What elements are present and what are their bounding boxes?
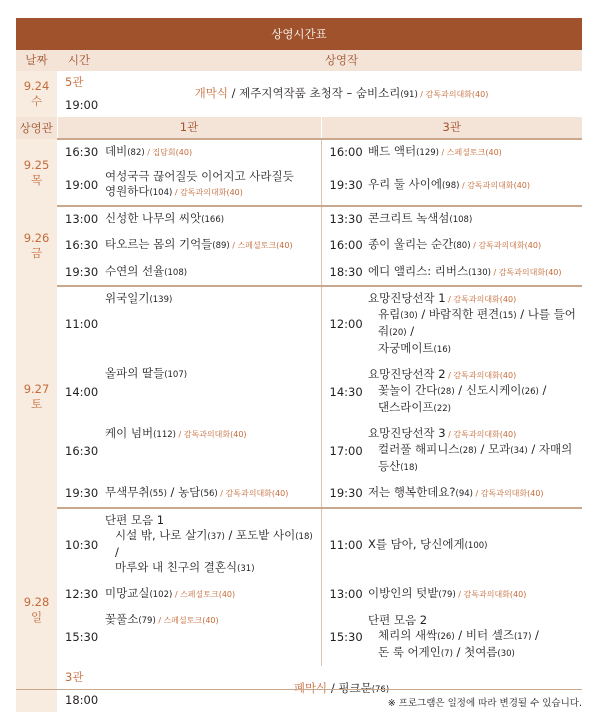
screening: [364, 480, 582, 508]
film-title: 배드 액터: [368, 144, 417, 158]
screening: [364, 362, 582, 422]
short-list: [368, 442, 576, 476]
short-title: 체리의 새싹: [378, 627, 438, 642]
runtime: (31): [237, 564, 255, 574]
screening: [101, 422, 321, 480]
short-title: 유림: [378, 307, 401, 321]
event-note: / 감독과의대화(40): [445, 371, 517, 380]
screening: [101, 581, 321, 608]
screening: [364, 286, 582, 362]
time-slot: 18:30: [329, 264, 363, 279]
film-title: 콘크리트 녹색섬: [368, 211, 450, 225]
runtime: (80): [453, 241, 471, 251]
time-slot: 19:00: [65, 177, 99, 192]
time-slot: 16:00: [329, 238, 363, 252]
time-slot: 12:00: [321, 286, 364, 362]
date-9-28: [16, 508, 57, 712]
film-title: 요망진당선작 2: [368, 367, 446, 381]
event-note: / 감독과의대화(40): [459, 180, 530, 190]
short-title: 자매의 등산: [378, 442, 573, 473]
film-title: 종이 울리는 순간: [368, 237, 454, 251]
film-title-cont: 영원하다: [105, 184, 150, 198]
day-label: 일: [30, 610, 43, 624]
runtime: (37): [207, 532, 225, 542]
short-title: 자궁메이트: [378, 341, 434, 355]
short-title: 첫여름: [464, 644, 498, 659]
runtime: (15): [499, 311, 517, 321]
screening: [101, 508, 321, 581]
film-title: 꽃풀소: [105, 612, 139, 626]
table-bottom-rule: [16, 689, 582, 690]
day-label: 목: [30, 172, 43, 187]
runtime: (100): [464, 540, 488, 551]
sep: /: [227, 85, 240, 100]
sep: /: [327, 680, 339, 695]
time-slot: 12:30: [65, 587, 99, 601]
runtime: (91): [400, 89, 418, 100]
film-title: 이방인의 텃밭: [368, 586, 439, 600]
event-note: / 감독과의대화(40): [445, 430, 517, 439]
runtime: (102): [149, 590, 173, 600]
sep: /: [115, 545, 119, 559]
runtime: (30): [497, 648, 515, 659]
time-slot: 19:30: [329, 177, 363, 192]
short-title: 꽃놀이 간다: [378, 383, 438, 397]
runtime: (18): [295, 532, 313, 542]
date-9-25: [16, 139, 57, 206]
day-label: 금: [30, 246, 43, 260]
screening: [364, 581, 582, 608]
event-note: / 감독과의대화(40): [472, 489, 544, 498]
film-title: 올파의 딸들: [105, 366, 165, 380]
time-slot: 15:30: [329, 629, 363, 644]
film-title: 에디 앨리스: 리버스: [368, 263, 469, 278]
runtime: (108): [164, 267, 188, 278]
runtime: (139): [149, 295, 173, 305]
runtime: (20): [389, 328, 407, 338]
screening: [364, 139, 582, 165]
time-slot: 14:30: [329, 384, 363, 399]
film-title: 무색무취: [105, 485, 150, 499]
short-title: 나를 들어줘: [378, 307, 576, 338]
runtime: (94): [455, 489, 473, 499]
day-label: 수: [30, 94, 43, 108]
event-note: / 감독과의대화(40): [470, 241, 542, 250]
event-note: / 스페셜토크(40): [229, 241, 293, 250]
short-title: 컬러풀 해피니스: [378, 442, 460, 456]
time-slot: 16:30: [65, 443, 99, 458]
short-list: [368, 628, 576, 662]
date-9-24: [16, 71, 57, 117]
time-slot: 15:30: [65, 629, 99, 644]
time-slot: 17:00: [329, 443, 363, 458]
time-slot: 13:00: [57, 206, 101, 232]
runtime: (76): [371, 684, 390, 695]
date-9-26: [16, 206, 57, 286]
film-title: 단편 모음 1: [105, 513, 165, 527]
short-title: 바람직한 편견: [428, 307, 500, 321]
screening: [101, 608, 321, 666]
runtime: (17): [513, 631, 532, 642]
runtime: (79): [438, 590, 456, 600]
screening: [364, 232, 582, 259]
film-title: 케이 넘버: [105, 426, 154, 440]
screening: [364, 165, 582, 206]
film-title: 단편 모음 2: [368, 612, 428, 627]
opening-ceremony: [101, 71, 582, 117]
day-label: 토: [30, 397, 43, 411]
date-label: 9.28: [23, 595, 50, 609]
runtime: (7): [440, 648, 453, 659]
closing-label: 폐막식: [293, 680, 328, 695]
date-label: 9.26: [23, 231, 50, 245]
runtime: (26): [437, 631, 455, 642]
runtime: (55): [149, 489, 167, 499]
short-title: 댄스라이프: [378, 400, 434, 414]
sep: /: [224, 528, 237, 542]
runtime: (56): [200, 489, 218, 499]
short-title: 마루와 내 친구의 결혼식: [115, 560, 238, 574]
screening: [101, 480, 321, 508]
time-slot: 14:00: [65, 384, 99, 399]
film-title: 요망진당선작 1: [368, 291, 446, 305]
runtime: (28): [437, 387, 455, 397]
sep: /: [454, 383, 466, 397]
runtime: (166): [201, 215, 225, 225]
event-note: / 감독과의대화(40): [445, 295, 517, 304]
film-title: 여성국극 끊어질듯 이어지고 사라질듯: [105, 169, 294, 183]
opening-hall: 5관: [65, 74, 84, 89]
time-slot: 19:30: [329, 486, 363, 500]
header-time: 시간: [57, 50, 101, 71]
film-title: X를 담아, 당신에게: [368, 536, 465, 551]
short-title: 신도시케이: [465, 383, 522, 397]
runtime: (104): [149, 188, 173, 198]
time-slot: 16:30: [65, 238, 99, 252]
runtime: (18): [400, 463, 418, 473]
sep: /: [166, 485, 179, 499]
time-slot: 19:30: [65, 264, 99, 279]
film-title: 우리 둘 사이에: [368, 176, 442, 191]
sep: /: [452, 644, 465, 659]
film-title: 데비: [105, 144, 128, 158]
runtime: (129): [416, 148, 439, 158]
screening: [364, 206, 582, 232]
header-film: 상영작: [101, 50, 582, 71]
event-note: / 집담회(40): [144, 148, 193, 157]
event-note: / 감독과의대화(40): [175, 430, 247, 439]
runtime: (108): [449, 215, 473, 225]
opening-film: 제주지역작품 초청작 – 숨비소리: [239, 85, 401, 100]
date-9-27: [16, 286, 57, 508]
sep: /: [516, 307, 528, 321]
runtime: (34): [510, 446, 528, 456]
header-venue: 상영관: [16, 117, 57, 139]
time-slot: 11:00: [57, 286, 101, 362]
screening: [101, 139, 321, 165]
sep: /: [454, 627, 466, 642]
closing-hall: 3관: [65, 669, 84, 684]
film-title: 타오르는 몸의 기억들: [105, 237, 213, 251]
runtime: (79): [138, 616, 156, 626]
sep: /: [476, 442, 489, 456]
event-note: / 스페셜토크(40): [172, 590, 236, 599]
closing-film: 핑크문: [338, 680, 372, 695]
film-title: 수연의 선율: [105, 263, 165, 278]
film-title: 농담: [178, 485, 201, 499]
short-list: [105, 528, 315, 577]
event-note: / 감독과의대화(40): [172, 188, 243, 197]
date-label: 9.27: [23, 382, 50, 396]
runtime: (89): [212, 241, 230, 251]
time-slot: 13:00: [329, 587, 363, 601]
time-slot: 16:30: [57, 139, 101, 165]
event-note: / 감독과의대화(40): [217, 489, 289, 498]
short-title: 비터 셀즈: [465, 627, 514, 642]
short-title: 포도밭 사이: [236, 528, 296, 542]
closing-time: 18:00: [65, 692, 99, 707]
time-slot: 13:30: [321, 206, 364, 232]
time-slot: 10:30: [57, 508, 101, 581]
opening-label: 개막식: [194, 85, 228, 100]
screening: [101, 206, 321, 232]
film-title: 저는 행복한데요?: [368, 485, 456, 499]
screening: [364, 608, 582, 666]
event-note: / 감독과의대화(40): [455, 590, 527, 599]
screening: [101, 286, 321, 362]
sep: /: [538, 383, 547, 397]
short-list: [368, 307, 576, 358]
date-label: 9.24: [23, 79, 50, 93]
time-slot: 19:30: [65, 486, 99, 500]
sep: /: [406, 324, 415, 338]
schedule-title: 상영시간표: [16, 18, 582, 50]
screening: [101, 232, 321, 259]
time-slot: 16:00: [321, 139, 364, 165]
runtime: (112): [153, 430, 176, 440]
event-note: / 감독과의대화(40): [417, 89, 489, 99]
event-note: / 스페셜토크(40): [155, 616, 219, 625]
runtime: (22): [433, 404, 451, 414]
runtime: (98): [441, 180, 460, 191]
film-title: 요망진당선작 3: [368, 426, 446, 440]
screening: [101, 259, 321, 286]
schedule-table: [16, 18, 582, 712]
film-title: 미망교실: [105, 586, 150, 600]
screening: [101, 362, 321, 422]
short-list: [368, 383, 576, 417]
screening: [364, 259, 582, 286]
runtime: (82): [127, 148, 145, 158]
opening-time: 19:00: [65, 97, 99, 112]
time-slot: 11:00: [321, 508, 364, 581]
short-title: 모과: [488, 442, 511, 456]
sep: /: [417, 307, 429, 321]
screening: [101, 165, 321, 206]
runtime: (26): [521, 387, 539, 397]
film-title: 위국일기: [105, 291, 150, 305]
sep: /: [531, 627, 539, 642]
screening: [364, 508, 582, 581]
sep: /: [527, 442, 539, 456]
header-date: 날짜: [16, 50, 57, 71]
short-title: 돈 룩 어게인: [378, 644, 441, 659]
date-label: 9.25: [23, 157, 50, 172]
event-note: / 감독과의대화(40): [490, 267, 562, 277]
film-title: 신성한 나무의 씨앗: [105, 211, 202, 225]
event-note: / 스페셜토크(40): [438, 148, 502, 157]
runtime: (30): [400, 311, 418, 321]
header-hall3: 3관: [321, 117, 582, 139]
header-hall1: 1관: [57, 117, 321, 139]
runtime: (16): [433, 345, 451, 355]
short-title: 시설 밖, 나로 살기: [115, 528, 208, 542]
runtime: (130): [468, 267, 491, 278]
runtime: (28): [459, 446, 477, 456]
footnote: ※ 프로그램은 일정에 따라 변경될 수 있습니다.: [387, 698, 582, 709]
screening: [364, 422, 582, 480]
runtime: (107): [164, 370, 188, 380]
